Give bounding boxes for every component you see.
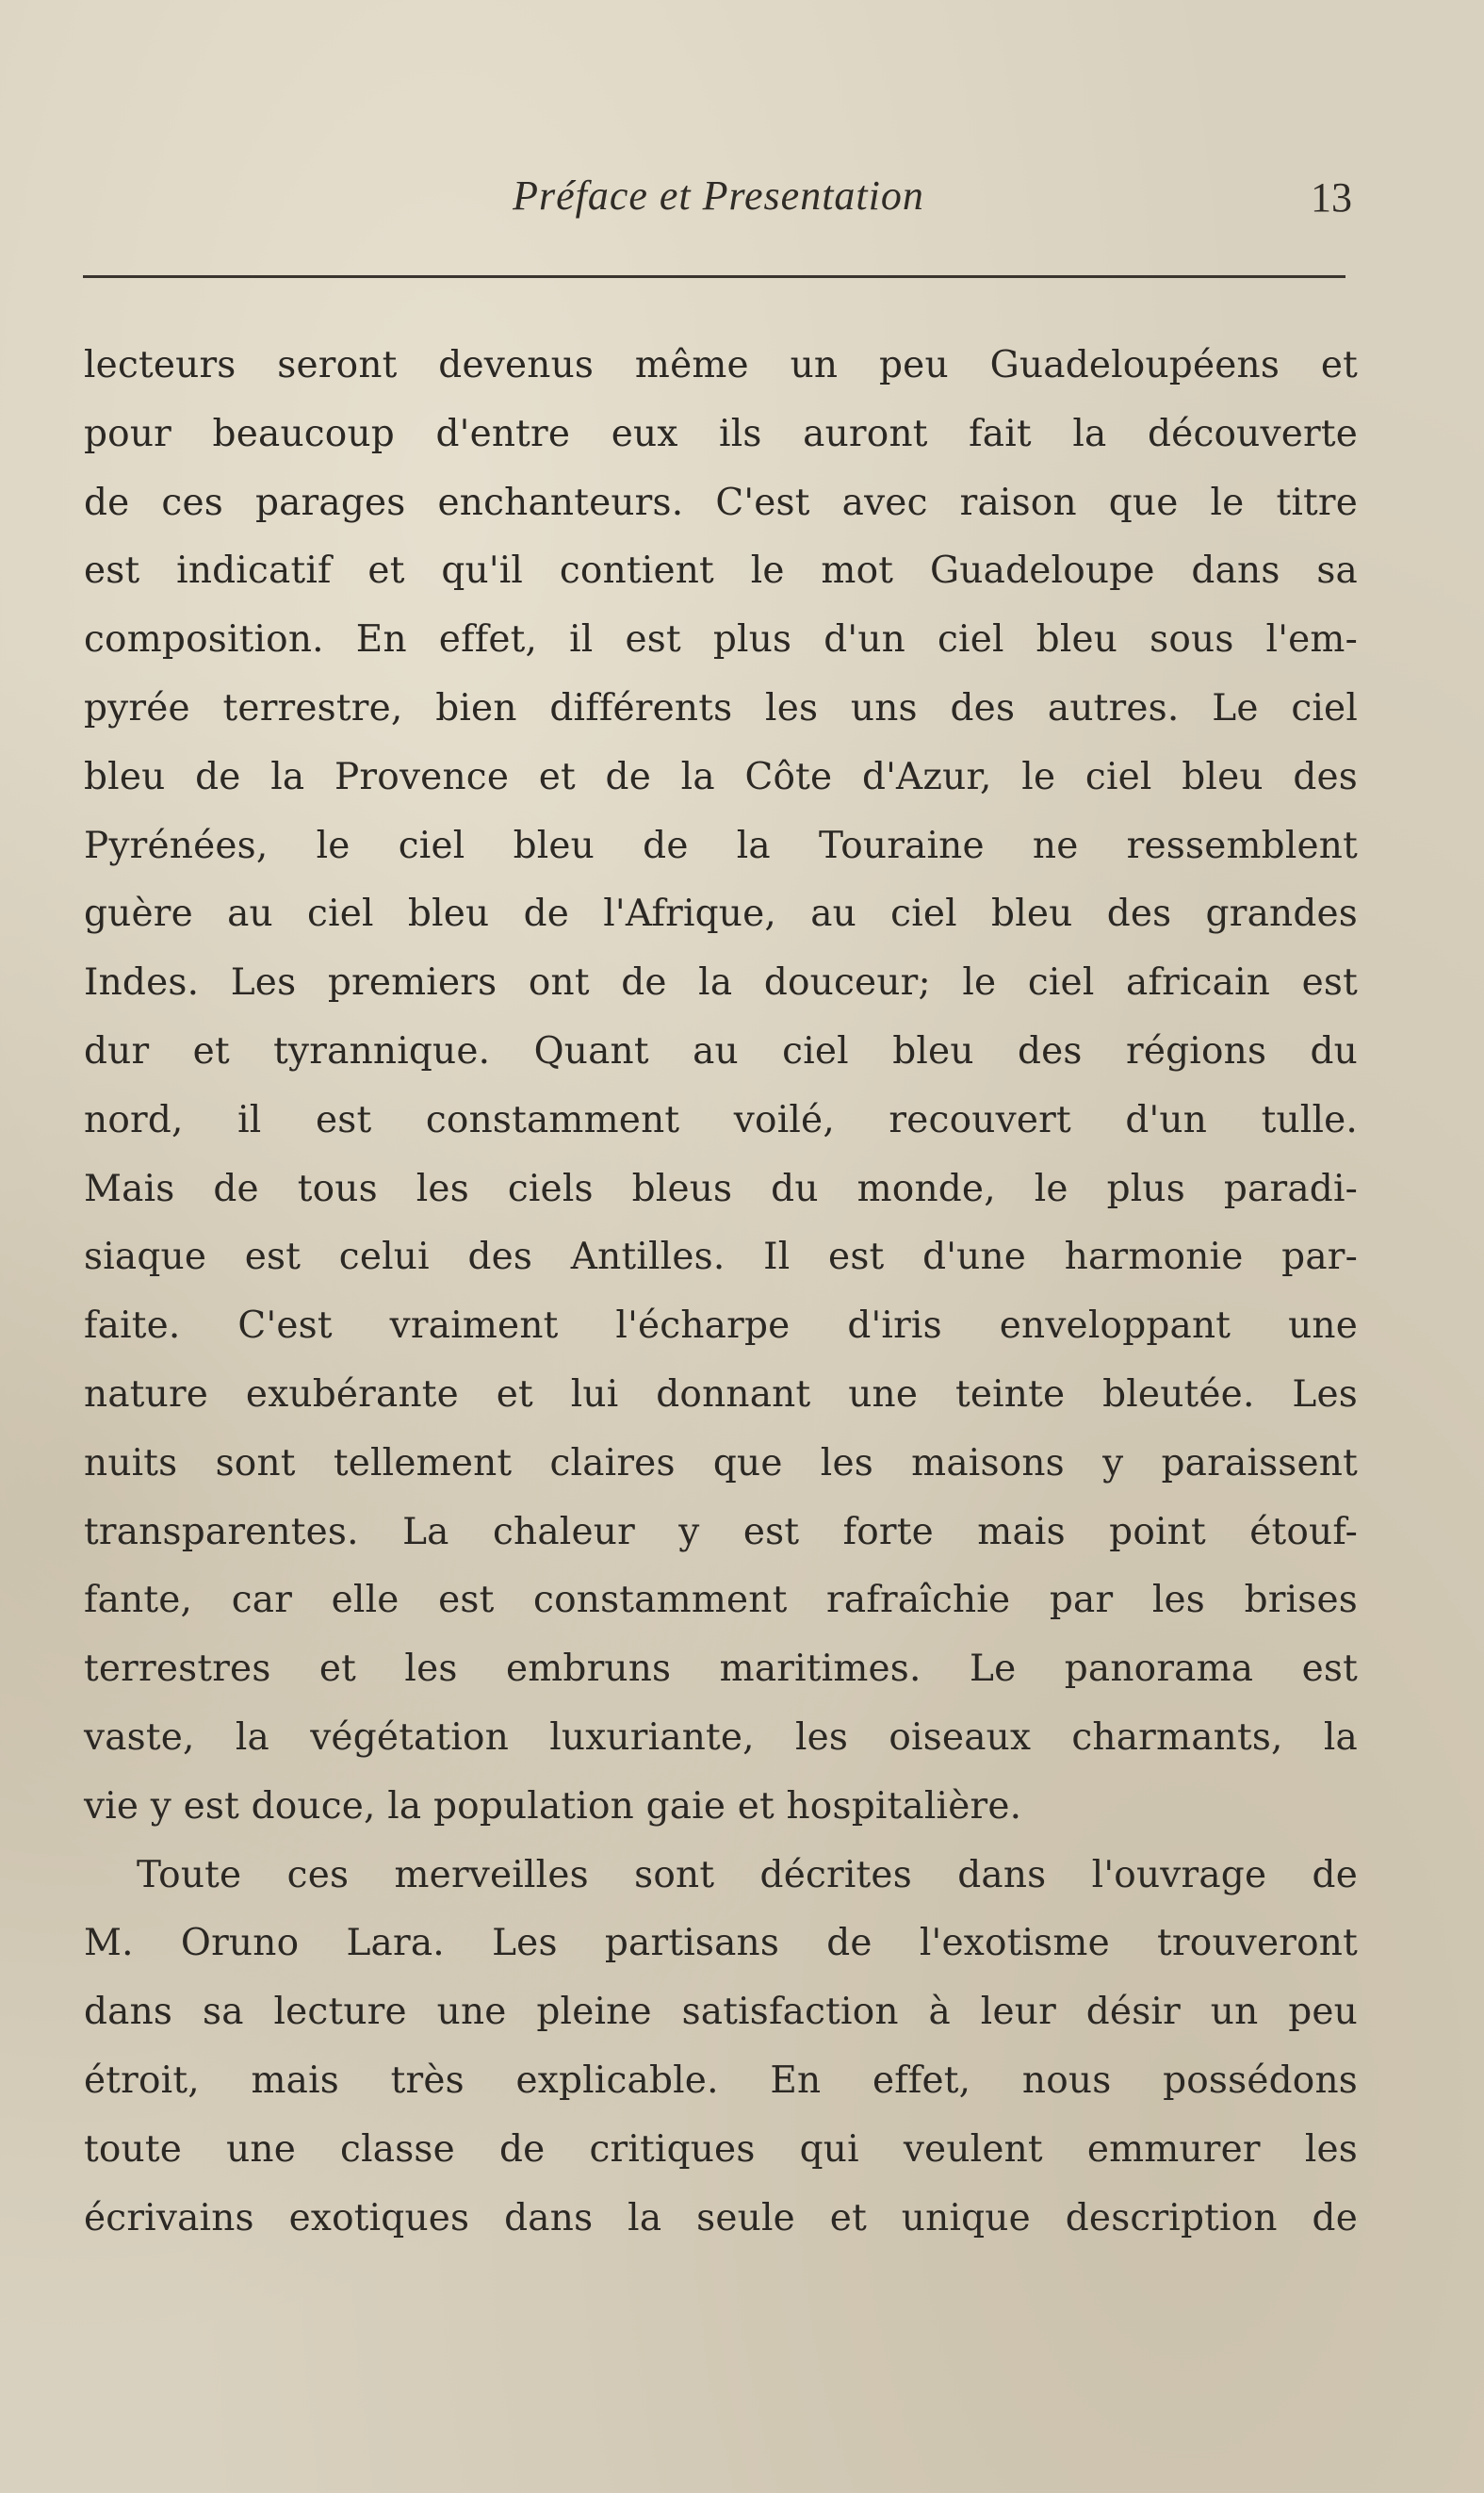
text-line: toute une classe de critiques qui veulent emmurer les — [84, 2127, 1358, 2171]
text-line: de ces parages enchanteurs. C'est avec raison que le titre — [84, 481, 1358, 524]
text-line: nature exubérante et lui donnant une teinte bleutée. Les — [84, 1372, 1358, 1416]
text-line: bleu de la Provence et de la Côte d'Azur, le ciel bleu des — [84, 755, 1358, 798]
text-line: étroit, mais très explicable. En effet, nous possédons — [84, 2058, 1358, 2102]
text-line: M. Oruno Lara. Les partisans de l'exotisme trouveront — [84, 1922, 1358, 1965]
page-number: 13 — [1311, 174, 1352, 221]
text-line: composition. En effet, il est plus d'un ciel bleu sous l'em- — [84, 618, 1358, 662]
paragraph-first-line: Toute ces merveilles sont décrites dans l'ouvrage de — [137, 1853, 1358, 1896]
text-line: vaste, la végétation luxuriante, les oiseaux charmants, la — [84, 1715, 1358, 1759]
text-line: guère au ciel bleu de l'Afrique, au ciel bleu des grandes — [84, 893, 1358, 936]
header-rule — [83, 275, 1345, 278]
text-line: Mais de tous les ciels bleus du monde, le plus paradi- — [84, 1167, 1358, 1210]
text-line: pour beaucoup d'entre eux ils auront fait la découverte — [84, 412, 1358, 455]
text-line: Indes. Les premiers ont de la douceur; le ciel africain est — [84, 961, 1358, 1005]
text-line: siaque est celui des Antilles. Il est d'une harmonie par- — [84, 1236, 1358, 1279]
running-title: Préface et Presentation — [513, 172, 924, 219]
text-line: nord, il est constamment voilé, recouvert d'un tulle. — [84, 1098, 1358, 1141]
text-line: terrestres et les embruns maritimes. Le panorama est — [84, 1648, 1358, 1691]
text-line: pyrée terrestre, bien différents les uns des autres. Le ciel — [84, 686, 1358, 730]
paragraph-last-line: vie y est douce, la population gaie et hospitalière. — [84, 1784, 1022, 1828]
text-line: Pyrénées, le ciel bleu de la Touraine ne ressemblent — [84, 824, 1358, 867]
text-line: fante, car elle est constamment rafraîchie par les brises — [84, 1579, 1358, 1622]
text-line: dans sa lecture une pleine satisfaction à leur désir un peu — [84, 1991, 1358, 2034]
running-head — [85, 172, 1352, 238]
body-text — [84, 332, 1358, 2253]
text-line: lecteurs seront devenus même un peu Guadeloupéens et — [84, 344, 1358, 386]
text-line: transparentes. La chaleur y est forte mais point étouf- — [84, 1510, 1358, 1553]
text-line: écrivains exotiques dans la seule et unique description de — [84, 2196, 1358, 2239]
text-line: dur et tyrannique. Quant au ciel bleu des régions du — [84, 1029, 1358, 1073]
text-line: est indicatif et qu'il contient le mot Guadeloupe dans sa — [84, 549, 1358, 593]
text-line: faite. C'est vraiment l'écharpe d'iris enveloppant une — [84, 1304, 1358, 1348]
text-line: nuits sont tellement claires que les maisons y paraissent — [84, 1441, 1358, 1484]
